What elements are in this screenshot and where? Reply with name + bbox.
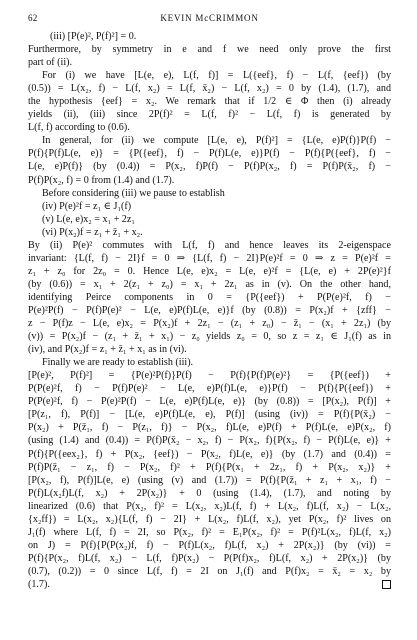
text-line: P(P(e)²f, f) − P(e)²P(f) − L(e, e)P(f)L(e, e)} (by (0.8)) = [P(x₂), P(f)] + bbox=[28, 396, 391, 408]
text-line: {x₂ff}) = L(x₂, x₂){L(f, f) − 2I} + L(x₂, f)L(f, x₂), yet P(x₂, f)² lives on bbox=[28, 513, 391, 525]
text-line: P(f){P({eex₂}, f) + P(x₂, {eef}) − P(x₂, f)L(e, e)} (by (1.7) and (0.4)) = bbox=[28, 448, 391, 460]
text-line: In general, for (ii) we compute [L(e, e), P(f)²] = {L(e, e)P(f)}P(f) − bbox=[42, 135, 391, 147]
text-line: P(f){P(f)L(e, e)} = {P({eef}, f) − P(f)L(e, e)}P(f) − P(f){P({eef}, f) − bbox=[28, 148, 391, 160]
text-line: (by (0.6)) = x₁ + 2(z₁ + z₀) = x₁ + 2z₁ as in (v). On the other hand, bbox=[28, 278, 391, 290]
text-line: (0.7), (0.2)) = 0 since L(f, f) = 2I on J₁(f) and P(f)x₂ = x̄₂ = x₂ by bbox=[28, 565, 391, 577]
text-line: (v)) = P(x₂)f − (z₁ + z̄₁ + x₁) − z₀ yields z₀ = 0, so z = z₁ ∈ J₁(f) as in bbox=[28, 331, 391, 343]
text-line: Furthermore, by symmetry in e and f we need only prove the first bbox=[28, 44, 391, 56]
text-line: By (ii) P(e)² commutes with L(f, f) and hence leaves its 2-eigenspace bbox=[28, 239, 391, 251]
text-line: on J) = P(f){P(P(x₂)f, f) − P(f)L(x₂, f)L(f, x₂) + 2P(x₂)} (by (vi)) = bbox=[28, 539, 391, 551]
text-line: invariant: {L(f, f) − 2I}f = 0 ⇒ {L(f, f) − 2I}P(e)²f = 0 ⇒ z = P(e)²f = bbox=[28, 252, 391, 264]
qed-box-icon bbox=[382, 580, 391, 589]
text-line: the hypothesis {eef} = x₂. We remark that if 1/2 ∈ Φ then (i) already bbox=[28, 96, 391, 108]
text-line: (iv), and P(x₂)f = z₁ + z̄₁ + x₁ as in (vi). bbox=[28, 344, 187, 356]
text-line: P(f)P(x₂, f) = 0 from (1.4) and (1.7). bbox=[28, 174, 175, 186]
text-line: (1.7). bbox=[28, 578, 391, 591]
text-line: (vi) P(x₂)f = z₁ + z̄₁ + x₂. bbox=[42, 226, 143, 238]
page-number: 62 bbox=[28, 13, 38, 23]
text-line: yields (ii), (iii) since 2P(f)² = L(f, f)² − L(f, f) is generated by bbox=[28, 109, 391, 121]
running-head-author: KEVIN McCRIMMON bbox=[160, 13, 259, 23]
paper-body bbox=[28, 30, 391, 591]
text-line: (iii) [P(e)², P(f)²] = 0. bbox=[50, 31, 137, 42]
text-line: L(f, f) according to (0.6). bbox=[28, 122, 130, 134]
text-line: identifying Peirce components in 0 = {P({eef}) + P(P(e)²f, f) − bbox=[28, 291, 391, 303]
text-line: J₁(f) where L(f, f) = 2I, so P(x₂, f)² = E₁P(x₂, f)² = P(f)²L(x₂, f)L(f, x₂) bbox=[28, 526, 391, 538]
text-line: z₁ + z₀ for 2z₀ = 0. Hence L(e, e)x₂ = L(e, e)²f = {L(e, e) + 2P(e)²}f bbox=[28, 265, 391, 277]
text-line: For (i) we have [L(e, e), L(f, f)] = L({eef}, f) − L(f, {eef}) (by bbox=[42, 70, 391, 82]
running-head bbox=[28, 13, 391, 23]
text-line: (iv) P(e)²f = z₁ ∈ J₁(f) bbox=[42, 200, 132, 212]
text-line: Before considering (iii) we pause to establish bbox=[42, 187, 225, 199]
text-line: (v) L(e, e)x₂ = x₁ + 2z₁ bbox=[42, 213, 135, 225]
text-line: z − P(f)z − L(e, e)x₂ = P(x₂)f + 2z₁ − (z₁ + z₀) − z̄₁ − (x₁ + 2z₁) (by bbox=[28, 318, 391, 330]
text-line: linearized (0.6) that P(x₂, f)² = L(x₂, x₂)L(f, f) + L(x₂, f)L(f, x₂) − L(x₂, bbox=[28, 500, 391, 512]
text-line: [P(x₂, f), P(f)]L(e, e) (using (v) and (1.7)) = P(f){P(z̄₁ + z₁ + x₁, f) − bbox=[28, 474, 391, 486]
text-line: P(f)P(z̄₁ − z₁, f) − P(x₂, f)² + P(f){P(x₁ + 2z₁, f) + P(x₂, x₂)} + bbox=[28, 461, 391, 473]
text-line: part of (ii). bbox=[28, 57, 73, 69]
text-line: P(P(e)²f, f) − P(f)P(e)² − L(e, e)P(f)L(e, e)}P(f) − P(f){P({eef}) + bbox=[28, 383, 391, 395]
text-line: P(f)L(x₂f)L(f, x₂) + 2P(x₂)} + 0 (using (1.4), (1.7), and noting by bbox=[28, 487, 391, 499]
text-line: P(e)²P(f) − P(f)P(e)² − L(e, e)P(f)L(e, e)}f (by (0.8)) = P(x₂)f + {zff} − bbox=[28, 304, 391, 316]
text-line: P(x₂) + P(z̄₁, f) − P(z₁, f)} − P(x₂, f)L(e, e)P(f) + P(f)L(e, e)P(x₂, f) bbox=[28, 422, 391, 434]
text-line: (using (1.4) and (0.4)) = P(f)P(x̄₂ − x₂, f) − P(x₂, f){P(x₂, f) − P(f)L(e, e)} + bbox=[28, 435, 391, 447]
text-line: [P(z₁, f), P(f)] − [L(e, e)P(f)L(e, e), P(f)] (using (iv)) = P(f){P(x̄₂) − bbox=[28, 409, 391, 421]
text-line: [P(e)², P(f)²] = {P(e)²P(f)}P(f) − P(f){P(f)P(e)²} = {P({eef}) + bbox=[28, 370, 391, 382]
text-line: Finally we are ready to establish (iii). bbox=[42, 357, 194, 369]
text-line: L(e, e)P(f)} (by (0.4)) = P(x₂, f)P(f) − P(f)P(x₂, f) = P(f)P(x̄₂, f) − bbox=[28, 161, 391, 173]
text-line: (0.5)) = L(x₂, f) − L(f, x₂) = L(f, x̄₂) − L(f, x₂) = 0 by (1.4), (1.7), and bbox=[28, 83, 391, 95]
text-line: P(f){P(x₂, f)L(f, x₂) − L(f, f)P(x₂) − P(P(f)x₂, f)L(f, x₂) + 2P(x₂)} (by bbox=[28, 552, 391, 564]
